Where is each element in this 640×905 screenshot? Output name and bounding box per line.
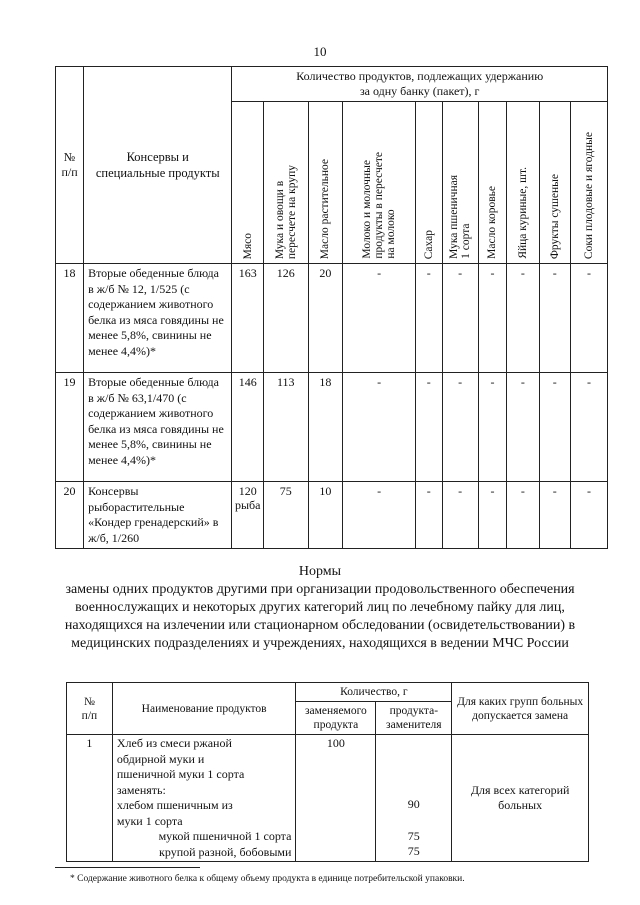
substitution-norms-table — [66, 682, 589, 862]
cell-value: - — [478, 373, 507, 482]
cell-value: - — [343, 264, 416, 373]
cell-value: 10 — [308, 482, 343, 549]
cell-value: 113 — [264, 373, 308, 482]
cell-value: - — [507, 264, 539, 373]
header-col-milk: Молоко и молочные продукты в пересчете на молоко — [343, 102, 416, 264]
header-col-veg-oil: Масло растительное — [308, 102, 343, 264]
canned-products-table — [55, 66, 608, 549]
cell-value: 18 — [308, 373, 343, 482]
cell-value: - — [570, 264, 607, 373]
header-col-flour-veg: Мука и овощи в пересчете на крупу — [264, 102, 308, 264]
row-number: 18 — [56, 264, 84, 373]
product-line: хлебом пшеничным из — [116, 798, 233, 812]
row-number: 20 — [56, 482, 84, 549]
cell-value: - — [539, 482, 570, 549]
row-product-name: Вторые обеденные блюда в ж/б № 12, 1/525 (с содержанием животного белка из мяса говядины не менее 5,8%, свинины не менее 4,4%)* — [84, 264, 232, 373]
cell-value: - — [507, 373, 539, 482]
table-row — [56, 482, 608, 549]
header-quantity: Количество, г — [296, 683, 452, 702]
cell-value: 75 — [264, 482, 308, 549]
cell-value: 126 — [264, 264, 308, 373]
table-row — [56, 373, 608, 482]
product-line: заменять: — [116, 782, 166, 797]
cell-value: - — [570, 482, 607, 549]
header-product-name: Наименование продуктов — [112, 683, 296, 735]
replaced-quantity: 100 — [296, 735, 376, 862]
header-col-eggs: Яйца куриные, шт. — [507, 102, 539, 264]
cell-value: - — [415, 373, 442, 482]
header-col-butter: Масло коровье — [478, 102, 507, 264]
replacement-value: 75 — [407, 844, 420, 858]
product-line: пшеничной муки 1 сорта — [116, 767, 245, 781]
header-no: № п/п — [56, 67, 84, 264]
header-product: Консервы и специальные продукты — [84, 67, 232, 264]
cell-value: - — [415, 482, 442, 549]
replacement-value: 75 — [407, 829, 420, 843]
cell-value: - — [442, 482, 478, 549]
norms-subtitle: замены одних продуктов другими при организации продовольственного обеспечения военнослужащих и некоторых других категорий лиц по лечебному пайку для лиц, находящихся на излечении или стационарном обследовании (освидетельствовании) в медицинских подразделениях и учреждениях, находящихся в ведении МЧС России — [64, 582, 576, 651]
table-row — [67, 735, 589, 862]
cell-value: - — [539, 264, 570, 373]
product-line: муки 1 сорта — [116, 813, 183, 828]
header-replacement-product: продукта- заменителя — [376, 702, 452, 735]
cell-value: - — [507, 482, 539, 549]
cell-value: 120 рыба — [232, 482, 264, 549]
header-col-wheat-flour: Мука пшеничная 1 сорта — [442, 102, 478, 264]
cell-value: - — [478, 482, 507, 549]
cell-value: - — [442, 373, 478, 482]
cell-value: - — [415, 264, 442, 373]
product-line: крупой разной, бобовыми — [159, 844, 292, 859]
cell-value: - — [343, 373, 416, 482]
header-col-meat: Мясо — [232, 102, 264, 264]
cell-value: 20 — [308, 264, 343, 373]
norms-title: Нормы — [298, 564, 342, 579]
row-number: 1 — [67, 735, 113, 862]
row-product-name: Консервы рыборастительные «Кондер гренадерский» в ж/б, 1/260 — [84, 482, 232, 549]
patient-groups: Для всех категорий больных — [452, 735, 589, 862]
footnote: * Содержание животного белка к общему объему продукта в единице потребительской упаковки. — [70, 874, 465, 884]
table-row — [56, 264, 608, 373]
header-quantity-group: Количество продуктов, подлежащих удержанию за одну банку (пакет), г — [232, 67, 608, 102]
cell-value: - — [570, 373, 607, 482]
header-no: № п/п — [67, 683, 113, 735]
replacement-quantities — [376, 735, 452, 862]
row-number: 19 — [56, 373, 84, 482]
header-replaced-product: заменяемого продукта — [296, 702, 376, 735]
page-number: 10 — [313, 44, 327, 59]
cell-value: - — [539, 373, 570, 482]
cell-value: - — [442, 264, 478, 373]
header-col-juices: Соки плодовые и ягодные — [570, 102, 607, 264]
product-line: мукой пшеничной 1 сорта — [158, 829, 292, 843]
cell-value: 163 — [232, 264, 264, 373]
footnote-divider — [55, 867, 200, 868]
cell-value: 146 — [232, 373, 264, 482]
cell-value: - — [478, 264, 507, 373]
product-line: обдирной муки и — [116, 751, 205, 766]
header-col-sugar: Сахар — [415, 102, 442, 264]
replacement-value: 90 — [407, 797, 420, 811]
row-product-name: Вторые обеденные блюда в ж/б № 63,1/470 (с содержанием животного белка из мяса говядины не менее 5,8%, свинины не менее 4,4%)* — [84, 373, 232, 482]
header-patient-groups: Для каких групп больных допускается замена — [452, 683, 589, 735]
header-col-dried-fruit: Фрукты сушеные — [539, 102, 570, 264]
cell-value: - — [343, 482, 416, 549]
product-line: Хлеб из смеси ржаной — [116, 736, 232, 750]
row-product-lines — [112, 735, 296, 862]
